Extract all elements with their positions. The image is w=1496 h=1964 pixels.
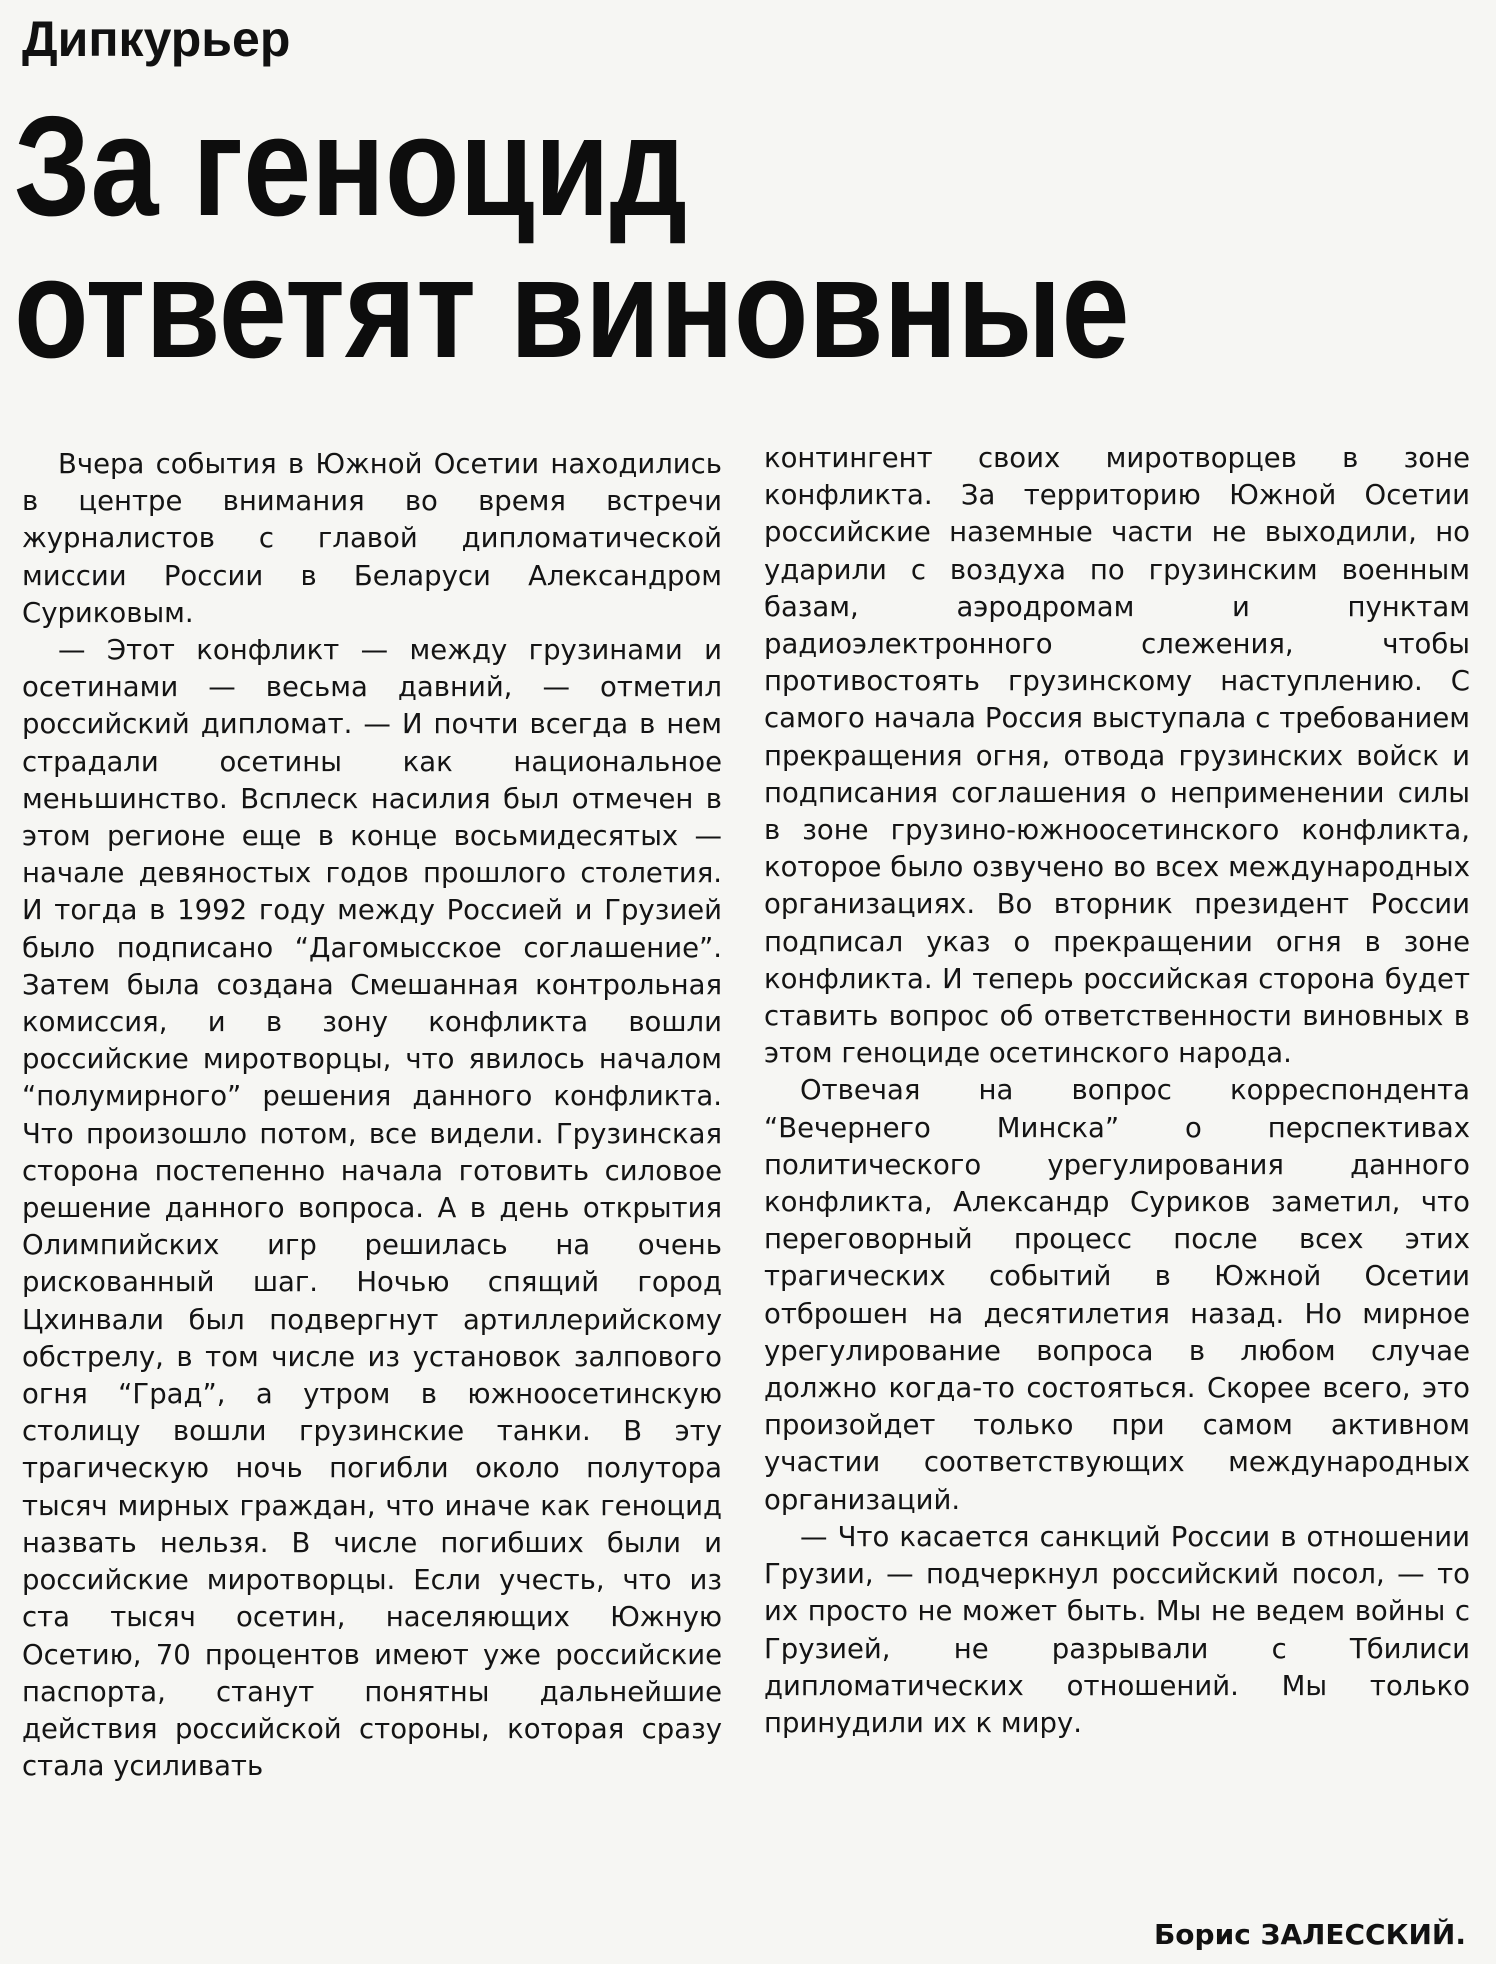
left-column bbox=[22, 446, 722, 1785]
paragraph: — Этот конфликт — между грузинами и осетинами — весьма давний, — отметил российский дипломат. — И почти всегда в нем страдали осетины как национальное меньшинство. Всплеск насилия был отмечен в этом регионе еще в конце восьмидесятых — начале девяностых годов прошлого столетия. И тогда в 1992 году между Россией и Грузией было подписано “Дагомысское соглашение”. Затем была создана Смешанная контрольная комиссия, и в зону конфликта вошли российские миротворцы, что явилось началом “полумирного” решения данного конфликта. Что произошло потом, все видели. Грузинская сторона постепенно начала готовить силовое решение данного вопроса. А в день открытия Олимпийских игр решилась на очень рискованный шаг. Ночью спящий город Цхинвали был подвергнут артиллерийскому обстрелу, в том числе из установок залпового огня “Град”, а утром в южноосетинскую столицу вошли грузинские танки. В эту трагическую ночь погибли около полутора тысяч мирных граждан, что иначе как геноцид назвать нельзя. В числе погибших были и российские миротворцы. Если учесть, что из ста тысяч осетин, населяющих Южную Осетию, 70 процентов имеют уже российские паспорта, станут понятны дальнейшие действия российской стороны, которая сразу стала усиливать bbox=[22, 634, 722, 1783]
headline-line-2: ответят виновные bbox=[14, 229, 1130, 388]
right-column bbox=[764, 440, 1470, 1742]
paragraph: контингент своих миротворцев в зоне конфликта. За территорию Южной Осетии российские наземные части не выходили, но ударили с воздуха по грузинским военным базам, аэродромам и пунктам радиоэлектронного слежения, чтобы противостоять грузинскому наступлению. С самого начала Россия выступала с требованием прекращения огня, отвода грузинских войск и подписания соглашения о неприменении силы в зоне грузино-южноосетинского конфликта, которое было озвучено во всех международных организациях. Во вторник президент России подписал указ о прекращении огня в зоне конфликта. И теперь российская сторона будет ставить вопрос об ответственности виновных в этом геноциде осетинского народа. bbox=[764, 442, 1470, 1070]
paragraph: Отвечая на вопрос корреспондента “Вечернего Минска” о перспективах политического урегулирования данного конфликта, Александр Суриков заметил, что переговорный процесс после всех этих трагических событий в Южной Осетии отброшен на десятилетия назад. Но мирное урегулирование вопроса в любом случае должно когда-то состояться. Скорее всего, это произойдет только при самом активном участии соответствующих международных организаций. bbox=[764, 1074, 1470, 1516]
paragraph: Вчера события в Южной Осетии находились в центре внимания во время встречи журналистов с главой дипломатической миссии России в Беларуси Александром Суриковым. bbox=[22, 448, 722, 629]
byline: Борис ЗАЛЕССКИЙ. bbox=[1153, 1918, 1466, 1951]
paragraph: — Что касается санкций России в отношении Грузии, — подчеркнул российский посол, — то их просто не может быть. Мы не ведем войны с Грузией, не разрывали с Тбилиси дипломатических отношений. Мы только принудили их к миру. bbox=[764, 1520, 1470, 1739]
headline-line-1: За геноцид bbox=[14, 87, 688, 246]
rubric: Дипкурьер bbox=[22, 11, 291, 67]
headline bbox=[14, 87, 1270, 388]
